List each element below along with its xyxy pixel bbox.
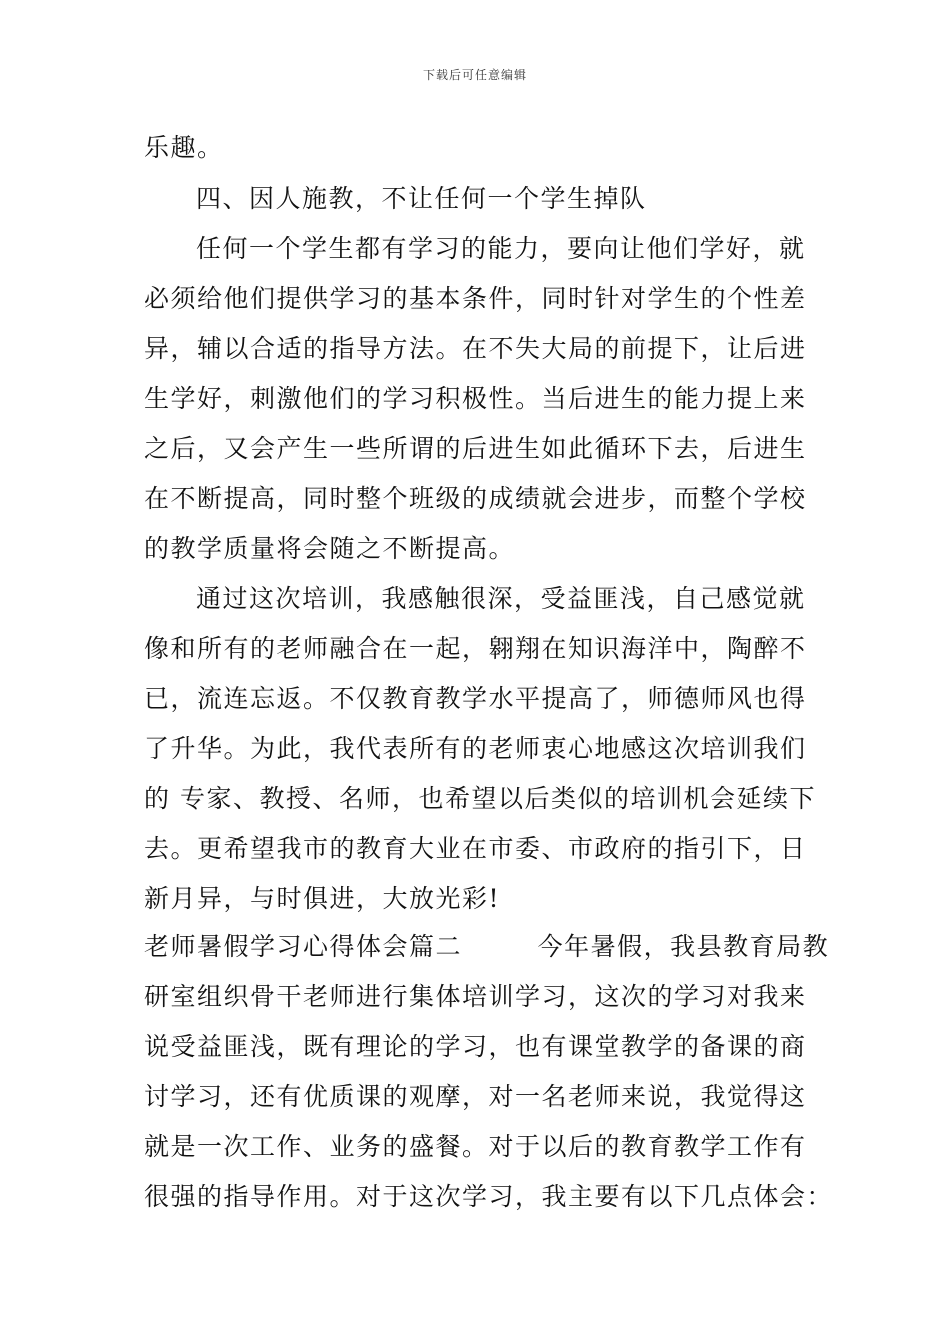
text-line: 去。更希望我市的教育大业在市委、市政府的指引下，日	[144, 834, 807, 863]
text-line: 的教学质量将会随之不断提高。	[144, 534, 516, 563]
text-line: 讨学习，还有优质课的观摩，对一名老师来说，我觉得这	[144, 1082, 807, 1111]
text-line: 新月异，与时俱进，大放光彩!	[144, 884, 501, 913]
text-line: 已，流连忘返。不仅教育教学水平提高了，师德师风也得	[144, 684, 807, 713]
text-line: 研室组织骨干老师进行集体培训学习，这次的学习对我来	[144, 982, 807, 1011]
text-line: 的 专家、教授、名师，也希望以后类似的培训机会延续下	[144, 784, 816, 813]
text-line: 生学好，刺激他们的学习积极性。当后进生的能力提上来	[144, 384, 807, 413]
text-line: 了升华。为此，我代表所有的老师衷心地感这次培训我们	[144, 734, 807, 763]
text-line: 在不断提高，同时整个班级的成绩就会进步，而整个学校	[144, 484, 807, 513]
text-line: 异，辅以合适的指导方法。在不失大局的前提下，让后进	[144, 334, 807, 363]
text-line: 必须给他们提供学习的基本条件，同时针对学生的个性差	[144, 284, 807, 313]
text-line: 像和所有的老师融合在一起，翱翔在知识海洋中，陶醉不	[144, 634, 807, 663]
text-line: 老师暑假学习心得体会篇二 今年暑假，我县教育局教	[144, 932, 830, 961]
text-line: 之后，又会产生一些所谓的后进生如此循环下去，后进生	[144, 434, 807, 463]
text-line: 就是一次工作、业务的盛餐。对于以后的教育教学工作有	[144, 1132, 807, 1161]
text-line: 很强的指导作用。对于这次学习，我主要有以下几点体会：	[144, 1182, 834, 1211]
text-line: 任何一个学生都有学习的能力，要向让他们学好，就	[196, 234, 806, 263]
page-header: 下载后可任意编辑	[422, 68, 527, 82]
section-heading: 四、因人施教，不让任何一个学生掉队	[196, 184, 647, 213]
text-line: 说受益匪浅，既有理论的学习，也有课堂教学的备课的商	[144, 1032, 807, 1061]
text-line: 通过这次培训，我感触很深，受益匪浅，自己感觉就	[196, 584, 806, 613]
text-line: 乐趣。	[144, 133, 224, 162]
